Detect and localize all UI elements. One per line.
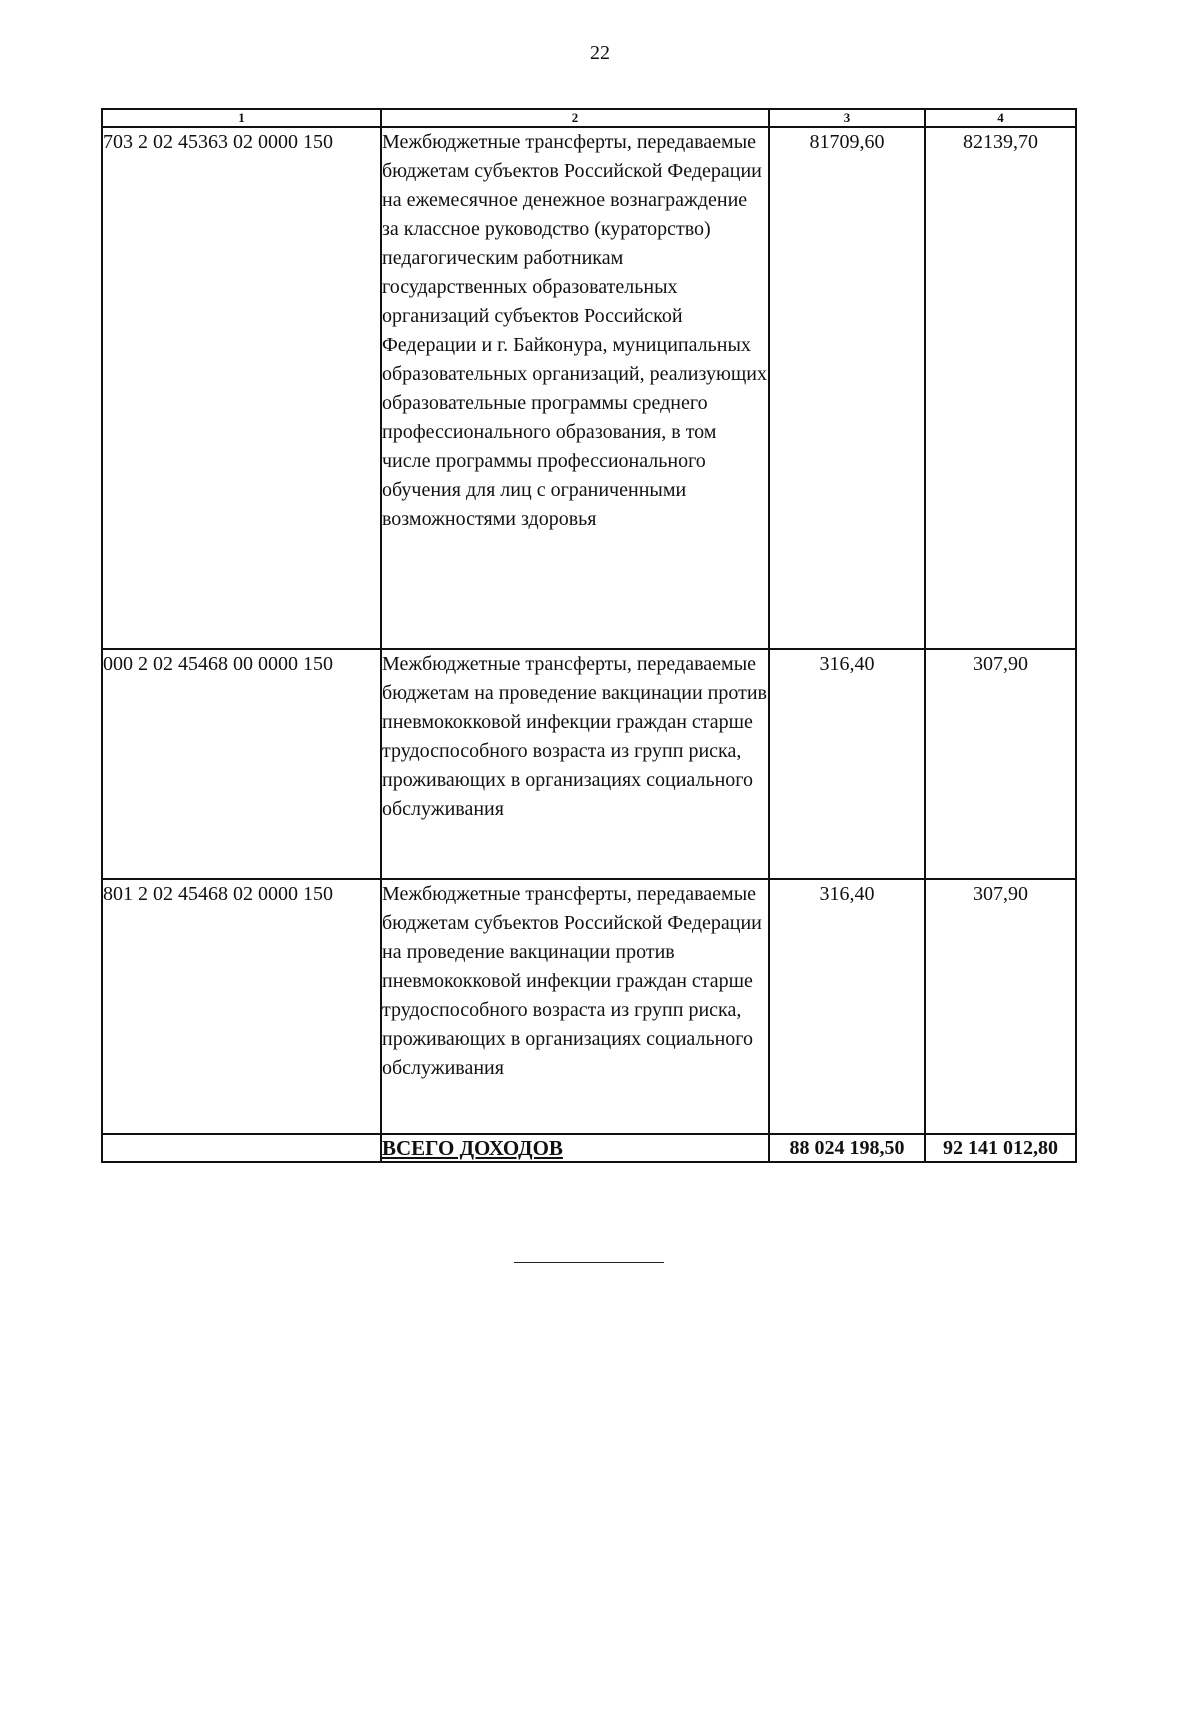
budget-code-cell: 801 2 02 45468 02 0000 150 [102,879,381,1134]
page-number: 22 [590,42,610,64]
total-empty-cell [102,1134,381,1162]
end-of-document-rule [514,1262,664,1263]
column-header-4: 4 [925,109,1076,127]
total-label: ВСЕГО ДОХОДОВ [381,1134,769,1162]
total-col4-value: 92 141 012,80 [925,1134,1076,1162]
value-col3-cell: 316,40 [769,879,925,1134]
value-col3-cell: 316,40 [769,649,925,879]
table-header-row [102,109,1076,127]
description-cell: Межбюджетные трансферты, передаваемые бюджетам субъектов Российской Федерации на ежемесячное денежное вознаграждение за классное руководство (кураторство) педагогическим работникам государственных образовательных организаций субъектов Российской Федерации и г. Байконура, муниципальных образовательных организаций, реализующих образовательные программы среднего профессионального образования, в том числе программы профессионального обучения для лиц с ограниченными возможностями здоровья [381,127,769,649]
table-row [102,649,1076,879]
budget-code-cell: 703 2 02 45363 02 0000 150 [102,127,381,649]
budget-code-cell: 000 2 02 45468 00 0000 150 [102,649,381,879]
description-cell: Межбюджетные трансферты, передаваемые бюджетам на проведение вакцинации против пневмококковой инфекции граждан старше трудоспособного возраста из групп риска, проживающих в организациях социального обслуживания [381,649,769,879]
total-col3-value: 88 024 198,50 [769,1134,925,1162]
table-row [102,127,1076,649]
description-cell: Межбюджетные трансферты, передаваемые бюджетам субъектов Российской Федерации на проведение вакцинации против пневмококковой инфекции граждан старше трудоспособного возраста из групп риска, проживающих в организациях социального обслуживания [381,879,769,1134]
value-col4-cell: 307,90 [925,879,1076,1134]
total-row [102,1134,1076,1162]
value-col4-cell: 82139,70 [925,127,1076,649]
column-header-1: 1 [102,109,381,127]
table-row [102,879,1076,1134]
column-header-3: 3 [769,109,925,127]
value-col3-cell: 81709,60 [769,127,925,649]
revenue-table [101,108,1077,1163]
column-header-2: 2 [381,109,769,127]
value-col4-cell: 307,90 [925,649,1076,879]
